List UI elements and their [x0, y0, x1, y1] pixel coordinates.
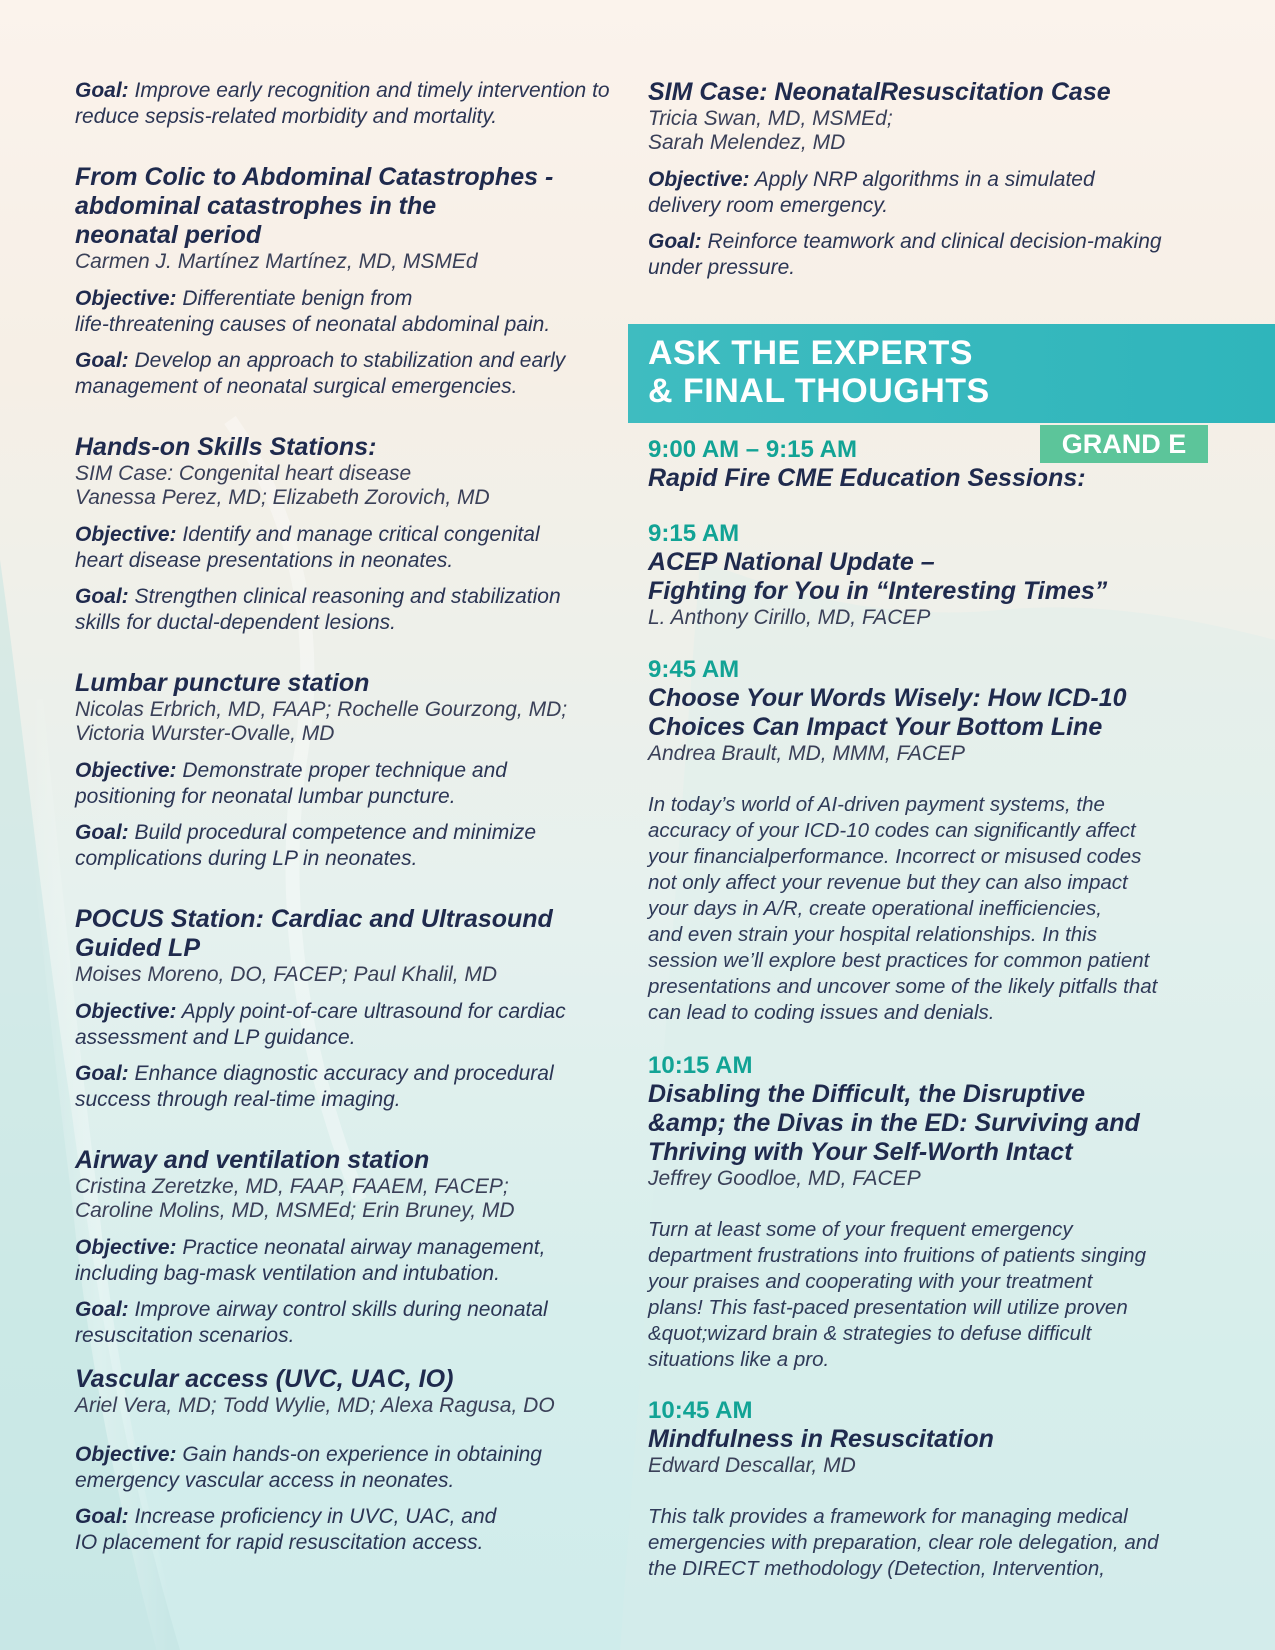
description-line: This talk provides a framework for managing medical — [648, 1505, 1128, 1528]
schedule-list — [648, 436, 1208, 1582]
goal-text: skills for ductal-dependent lesions. — [75, 611, 397, 634]
goal — [75, 584, 630, 636]
session-colic — [75, 163, 630, 400]
session-title: Airway and ventilation station — [75, 1146, 430, 1174]
session-title: Guided LP — [75, 934, 200, 962]
objective-text: delivery room emergency. — [648, 194, 889, 217]
description-line: Turn at least some of your frequent emergency — [648, 1218, 1073, 1241]
goal-text: complications during LP in neonates. — [75, 847, 418, 870]
speaker: Jeffrey Goodloe, MD, FACEP — [648, 1167, 921, 1190]
description-line: your financialperformance. Incorrect or misused codes — [648, 845, 1142, 868]
goal — [648, 229, 1208, 281]
objective-text: emergency vascular access in neonates. — [75, 1469, 455, 1492]
description-line: presentations and uncover some of the likely pitfalls that — [648, 975, 1158, 998]
goal-label: Goal: — [75, 1062, 129, 1085]
description-line: accuracy of your ICD-10 codes can significantly affect — [648, 819, 1136, 842]
speaker: Sarah Melendez, MD — [648, 131, 846, 154]
goal-text: Enhance diagnostic accuracy and procedural — [134, 1062, 554, 1085]
session-vascular — [75, 1365, 630, 1556]
speaker: Vanessa Perez, MD; Elizabeth Zorovich, MD — [75, 486, 490, 509]
goal — [75, 1297, 630, 1349]
objective-label: Objective: — [75, 1000, 177, 1023]
objective-label: Objective: — [75, 1443, 177, 1466]
goal-label: Goal: — [75, 79, 129, 102]
session-acep-update — [648, 520, 1208, 630]
speaker: Andrea Brault, MD, MMM, FACEP — [648, 742, 966, 765]
goal — [75, 1504, 630, 1556]
session-description — [648, 1217, 1208, 1373]
session-time: 10:15 AM — [648, 1052, 753, 1079]
goal-text: Improve airway control skills during neonatal — [134, 1298, 548, 1321]
objective — [75, 522, 630, 574]
objective-text: Apply NRP algorithms in a simulated — [754, 168, 1095, 191]
session-icd10 — [648, 656, 1208, 1026]
intro-goal — [75, 78, 630, 130]
description-line: emergencies with preparation, clear role delegation, and — [648, 1531, 1159, 1554]
objective-text: Apply point-of-care ultrasound for cardiac — [181, 1000, 566, 1023]
objective-label: Objective: — [75, 1236, 177, 1259]
description-line: session we’ll explore best practices for common patient — [648, 949, 1150, 972]
goal-text: IO placement for rapid resuscitation access. — [75, 1531, 484, 1554]
goal-text: Build procedural competence and minimize — [134, 821, 537, 844]
session-divas — [648, 1052, 1208, 1373]
goal-text: Strengthen clinical reasoning and stabilization — [134, 585, 561, 608]
goal — [75, 820, 630, 872]
session-title: Fighting for You in “Interesting Times” — [648, 577, 1108, 605]
goal-text: Reinforce teamwork and clinical decision-making — [707, 230, 1162, 253]
session-title: POCUS Station: Cardiac and Ultrasound — [75, 905, 553, 933]
speaker: Nicolas Erbrich, MD, FAAP; Rochelle Gourzong, MD; — [75, 698, 568, 721]
session-time: 9:15 AM — [648, 520, 740, 547]
speaker: Edward Descallar, MD — [648, 1454, 856, 1477]
session-subtitle: SIM Case: Congenital heart disease — [75, 462, 412, 485]
goal-text: management of neonatal surgical emergencies. — [75, 375, 518, 398]
session-title: Disabling the Difficult, the Disruptive — [648, 1080, 1086, 1108]
description-line: your days in A/R, create operational inefficiencies, — [648, 897, 1102, 920]
goal-text: under pressure. — [648, 256, 796, 279]
session-time: 9:00 AM – 9:15 AM — [648, 436, 857, 463]
goal-text: Improve early recognition and timely intervention to reduce sepsis-related morbidity and mortality. — [75, 79, 610, 128]
speaker: Victoria Wurster-Ovalle, MD — [75, 722, 335, 745]
speaker: Cristina Zeretzke, MD, FAAP, FAAEM, FACEP; — [75, 1175, 509, 1198]
speaker: Tricia Swan, MD, MSMEd; — [648, 107, 893, 130]
session-title: Mindfulness in Resuscitation — [648, 1425, 994, 1453]
session-airway — [75, 1146, 630, 1349]
description-line: situations like a pro. — [648, 1348, 830, 1371]
objective — [75, 286, 630, 338]
description-line: plans! This fast-paced presentation will utilize proven — [648, 1296, 1128, 1319]
description-line: department frustrations into fruitions of patients singing — [648, 1244, 1146, 1267]
goal-label: Goal: — [75, 349, 129, 372]
session-title: Vascular access (UVC, UAC, IO) — [75, 1365, 454, 1393]
session-title: abdominal catastrophes in the — [75, 192, 437, 220]
goal-text: Increase proficiency in UVC, UAC, and — [134, 1505, 497, 1528]
speaker: Moises Moreno, DO, FACEP; Paul Khalil, MD — [75, 963, 498, 986]
session-pocus — [75, 905, 630, 1113]
right-column-top — [648, 78, 1208, 281]
description-line: your praises and cooperating with your treatment — [648, 1270, 1093, 1293]
description-line: can lead to coding issues and denials. — [648, 1001, 995, 1024]
goal-text: success through real-time imaging. — [75, 1088, 401, 1111]
goal-label: Goal: — [648, 230, 702, 253]
speaker: L. Anthony Cirillo, MD, FACEP — [648, 606, 931, 629]
speaker: Carmen J. Martínez Martínez, MD, MSMEd — [75, 250, 478, 273]
description-line: and even strain your hospital relationships. In this — [648, 923, 1097, 946]
description-line: not only affect your revenue but they can also impact — [648, 871, 1128, 894]
objective-label: Objective: — [648, 168, 750, 191]
objective-text: positioning for neonatal lumbar puncture. — [75, 785, 456, 808]
objective-label: Objective: — [75, 287, 177, 310]
objective-text: heart disease presentations in neonates. — [75, 549, 454, 572]
session-lumbar — [75, 669, 630, 872]
session-handson — [75, 433, 630, 636]
session-title: &amp; the Divas in the ED: Surviving and — [648, 1109, 1140, 1137]
goal — [75, 1061, 630, 1113]
objective-text: Gain hands-on experience in obtaining — [182, 1443, 542, 1466]
description-line: In today’s world of AI-driven payment systems, the — [648, 793, 1105, 816]
session-description — [648, 792, 1208, 1026]
goal-label: Goal: — [75, 821, 129, 844]
objective-text: Differentiate benign from — [182, 287, 413, 310]
session-title: Rapid Fire CME Education Sessions: — [648, 464, 1086, 492]
left-column — [75, 78, 630, 1556]
objective-text: Practice neonatal airway management, — [182, 1236, 546, 1259]
session-title: ACEP National Update – — [648, 548, 935, 576]
objective-label: Objective: — [75, 759, 177, 782]
banner-title: ASK THE EXPERTS — [648, 334, 973, 372]
goal-label: Goal: — [75, 1505, 129, 1528]
session-mindfulness — [648, 1397, 1208, 1582]
session-title: neonatal period — [75, 221, 262, 249]
section-banner — [628, 324, 1275, 423]
objective-label: Objective: — [75, 523, 177, 546]
session-title: Thriving with Your Self-Worth Intact — [648, 1138, 1073, 1166]
session-time: 9:45 AM — [648, 656, 740, 683]
objective — [648, 167, 1208, 219]
objective-text: assessment and LP guidance. — [75, 1026, 356, 1049]
room-badge: GRAND E — [1040, 425, 1208, 463]
goal-label: Goal: — [75, 1298, 129, 1321]
objective — [75, 1235, 630, 1287]
speaker: Ariel Vera, MD; Todd Wylie, MD; Alexa Ragusa, DO — [75, 1394, 555, 1417]
objective — [75, 758, 630, 810]
session-title: Choose Your Words Wisely: How ICD-10 — [648, 684, 1127, 712]
session-title: From Colic to Abdominal Catastrophes - — [75, 163, 554, 191]
session-title: Lumbar puncture station — [75, 669, 370, 697]
objective-text: Demonstrate proper technique and — [182, 759, 507, 782]
session-title: Hands-on Skills Stations: — [75, 433, 377, 461]
goal-text: Develop an approach to stabilization and early — [134, 349, 566, 372]
session-description — [648, 1504, 1208, 1582]
description-line: the DIRECT methodology (Detection, Intervention, — [648, 1557, 1105, 1580]
session-title: SIM Case: NeonatalResuscitation Case — [648, 78, 1111, 106]
session-time: 10:45 AM — [648, 1397, 753, 1424]
goal-label: Goal: — [75, 585, 129, 608]
banner-title: & FINAL THOUGHTS — [648, 372, 990, 410]
speaker: Caroline Molins, MD, MSMEd; Erin Bruney, MD — [75, 1199, 515, 1222]
description-line: &quot;wizard brain & strategies to defuse difficult — [648, 1322, 1092, 1345]
session-title: Choices Can Impact Your Bottom Line — [648, 713, 1103, 741]
goal-text: resuscitation scenarios. — [75, 1324, 295, 1347]
objective-text: including bag-mask ventilation and intubation. — [75, 1262, 500, 1285]
objective-text: life-threatening causes of neonatal abdominal pain. — [75, 313, 551, 336]
session-rapid-fire — [648, 436, 1208, 493]
objective — [75, 999, 630, 1051]
objective-text: Identify and manage critical congenital — [182, 523, 540, 546]
goal — [75, 348, 630, 400]
objective — [75, 1442, 630, 1494]
